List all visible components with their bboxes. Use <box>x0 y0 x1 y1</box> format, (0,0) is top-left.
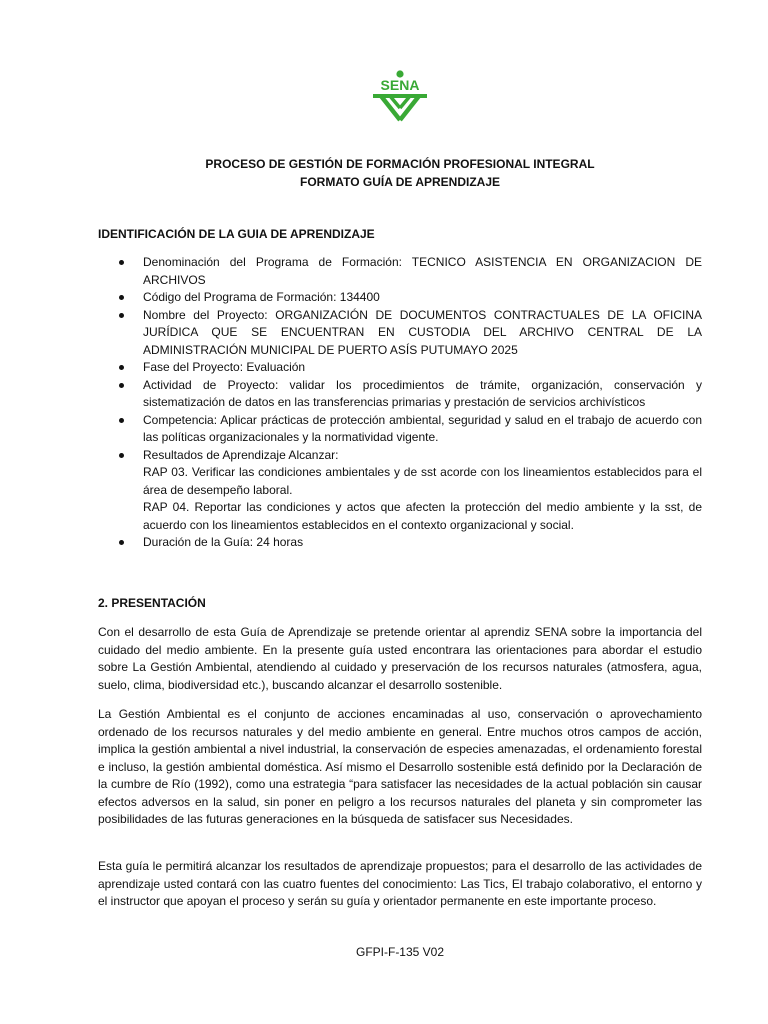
presentation-paragraph-3: Esta guía le permitirá alcanzar los resultados de aprendizaje propuestos; para el desarrollo de las actividades de aprendizaje usted contará con las cuatro fuentes del conocimiento: Las Tics, El trabajo colaborativo, el entorno y el instructor que apoyan el proceso y serán su guía y orientador permanente en este importante proceso. <box>98 859 702 908</box>
list-item-project-name: Nombre del Proyecto: ORGANIZACIÓN DE DOCUMENTOS CONTRACTUALES DE LA OFICINA JURÍDICA QUE SE ENCUENTRAN EN CUSTODIA DEL ARCHIVO CENTRAL DE LA ADMINISTRACIÓN MUNICIPAL DE PUERTO ASÍS PUTUMAYO 2025 <box>98 307 702 360</box>
svg-text:SENA: SENA <box>380 77 420 93</box>
document-format-title: FORMATO GUÍA DE APRENDIZAJE <box>299 175 500 189</box>
list-item-learning-results <box>98 447 702 535</box>
learning-results-label: Resultados de Aprendizaje Alcanzar: <box>143 447 339 462</box>
rap-03: RAP 03. Verificar las condiciones ambientales y de sst acorde con los lineamientos establecidos para el área de desempeño laboral. <box>143 465 702 497</box>
rap-04: RAP 04. Reportar las condiciones y actos que afecten la protección del medio ambiente y la sst, de acuerdo con los lineamientos establecidos en el contexto organizacional y social. <box>143 500 702 532</box>
footer-document-code: GFPI-F-135 V02 <box>355 945 445 959</box>
list-item-project-activity: Actividad de Proyecto: validar los procedimientos de trámite, organización, conservación y sistematización de datos en las transferencias primarias y prestación de servicios archivísticos <box>98 377 702 412</box>
list-item-program-code: Código del Programa de Formación: 134400 <box>98 289 702 307</box>
identification-list <box>98 254 702 552</box>
list-item-competence: Competencia: Aplicar prácticas de protección ambiental, seguridad y salud en el trabajo de acuerdo con las políticas organizacionales y la normatividad vigente. <box>98 412 702 447</box>
list-item-project-phase: Fase del Proyecto: Evaluación <box>98 359 702 377</box>
document-process-title: PROCESO DE GESTIÓN DE FORMACIÓN PROFESIONAL INTEGRAL <box>205 157 595 171</box>
presentation-paragraph-2: La Gestión Ambiental es el conjunto de acciones encaminadas al uso, conservación o aprovechamiento ordenado de los recursos naturales y del medio ambiente en general. Entre muchos otros campos de acción, implica la gestión ambiental a nivel industrial, la conservación de especies amenazadas, el ordenamiento forestal e incluso, la gestión ambiental doméstica. Así mismo el Desarrollo sostenible está definido por la Declaración de la cumbre de Río (1992), como una estrategia “para satisfacer las necesidades de la actual población sin causar efectos adversos en la salud, sin poner en peligro a los recursos naturales del planeta y sin comprometer las posibilidades de las futuras generaciones en la búsqueda de satisfacer sus Necesidades. <box>98 707 702 826</box>
presentation-heading: 2. PRESENTACIÓN <box>98 596 206 610</box>
sena-logo <box>369 70 431 122</box>
list-item-program-name: Denominación del Programa de Formación: TECNICO ASISTENCIA EN ORGANIZACION DE ARCHIVOS <box>98 254 702 289</box>
presentation-paragraph-1: Con el desarrollo de esta Guía de Aprendizaje se pretende orientar al aprendiz SENA sobre la importancia del cuidado del medio ambiente. En la presente guía usted encontrara las orientaciones para abordar el estudio sobre La Gestión Ambiental, atendiendo al cuidado y preservación de los recursos naturales (atmosfera, agua, suelo, clima, biodiversidad etc.), buscando alcanzar el desarrollo sostenible. <box>98 625 702 692</box>
list-item-duration: Duración de la Guía: 24 horas <box>98 534 702 552</box>
identification-heading: IDENTIFICACIÓN DE LA GUIA DE APRENDIZAJE <box>98 227 375 241</box>
sena-logo-icon <box>369 70 431 122</box>
